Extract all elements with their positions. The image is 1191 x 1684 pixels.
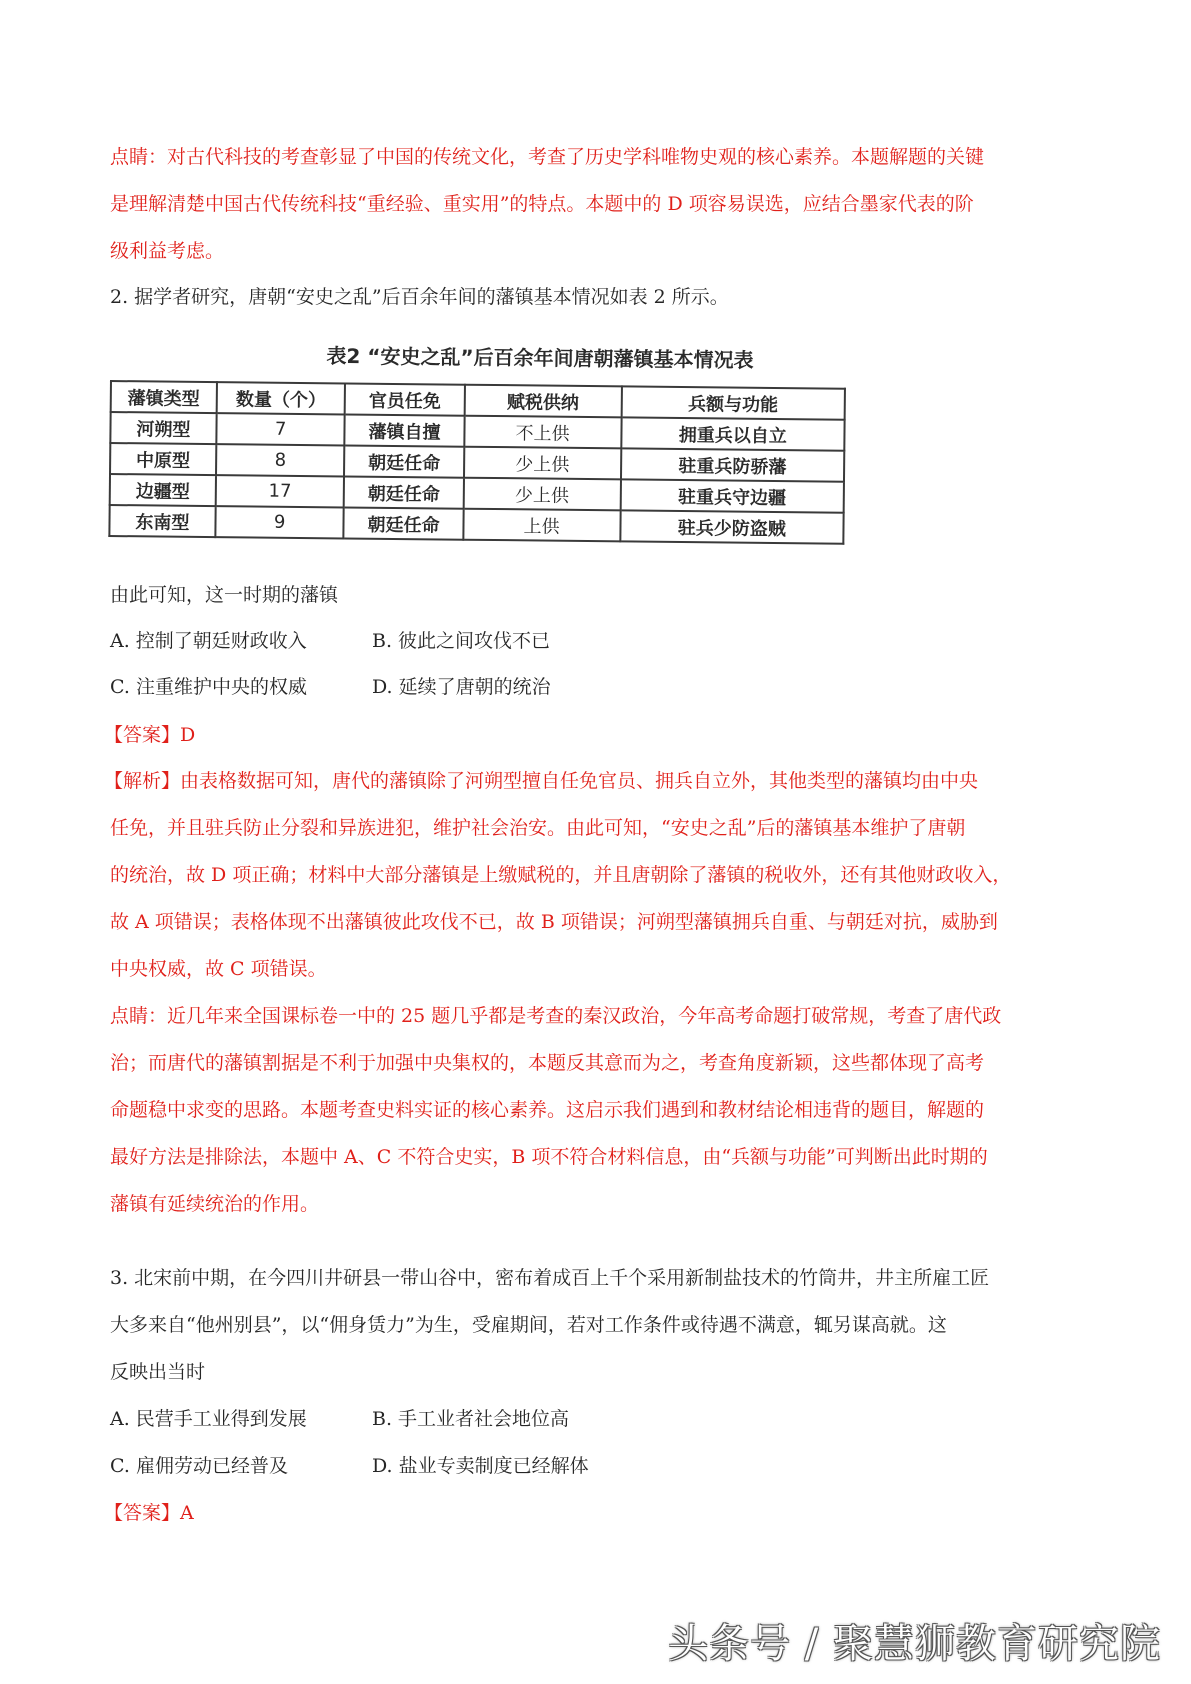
table-cell: 河朔型 — [110, 412, 216, 444]
table-cell: 藩镇自擅 — [345, 414, 464, 446]
q2-tip-line-4: 最好方法是排除法，本题中 A、C 不符合史实，B 项不符合材料信息，由“兵额与功能”可判断出此时期的 — [110, 1146, 988, 1168]
q2-option-b: B. 彼此之间攻伐不已 — [372, 630, 551, 652]
q2-analysis-line-3: 的统治，故 D 项正确；材料中大部分藩镇是上缴赋税的，并且唐朝除了藩镇的税收外，还有其他财政收入， — [110, 864, 1012, 886]
q2-table-caption: 表2 “安史之乱”后百余年间唐朝藩镇基本情况表 — [326, 343, 754, 373]
table-cell: 少上供 — [464, 447, 621, 480]
q2-analysis-line-5: 中央权威，故 C 项错误。 — [110, 958, 327, 980]
table-cell: 朝廷任命 — [344, 507, 463, 539]
table-cell: 8 — [216, 444, 345, 476]
q3-stem-line-1: 3. 北宋前中期，在今四川井研县一带山谷中，密布着成百上千个采用新制盐技术的竹筒井，井主所雇工匠 — [110, 1267, 990, 1289]
q1-tip-line-1: 点睛：对古代科技的考查彰显了中国的传统文化，考查了历史学科唯物史观的核心素养。本题解题的关键 — [110, 146, 985, 168]
table-cell: 东南型 — [109, 505, 215, 537]
q1-tip-line-3: 级利益考虑。 — [110, 240, 225, 262]
q3-option-a: A. 民营手工业得到发展 — [110, 1408, 307, 1430]
q2-option-c: C. 注重维护中央的权威 — [110, 676, 307, 698]
table-cell: 中原型 — [110, 443, 216, 475]
watermark-text: 头条号 / 聚慧狮教育研究院 — [668, 1621, 1161, 1667]
q2-tip-line-2: 治；而唐代的藩镇割据是不利于加强中央集权的，本题反其意而为之，考查角度新颖，这些都体现了高考 — [110, 1052, 985, 1074]
q3-option-c: C. 雇佣劳动已经普及 — [110, 1455, 288, 1477]
table-header-cell: 藩镇类型 — [111, 381, 217, 413]
q3-option-b: B. 手工业者社会地位高 — [372, 1408, 570, 1430]
q2-analysis-line-1: 【解析】由表格数据可知，唐代的藩镇除了河朔型擅自任免官员、拥兵自立外，其他类型的藩镇均由中央 — [104, 770, 979, 792]
q2-table-image — [110, 342, 846, 566]
table-cell: 驻兵少防盗贼 — [620, 510, 844, 543]
q2-option-d: D. 延续了唐朝的统治 — [372, 676, 551, 698]
q2-tip-line-5: 藩镇有延续统治的作用。 — [110, 1193, 320, 1215]
table-header-cell: 兵额与功能 — [621, 386, 845, 419]
table-cell: 9 — [215, 506, 344, 538]
table-header-cell: 数量（个） — [217, 382, 346, 414]
table-cell: 上供 — [463, 509, 620, 542]
table-cell: 17 — [216, 475, 345, 507]
table-cell: 拥重兵以自立 — [621, 417, 845, 450]
table-cell: 少上供 — [463, 478, 620, 511]
table-cell: 驻重兵防骄藩 — [621, 448, 845, 481]
table-cell: 驻重兵守边疆 — [620, 479, 844, 512]
table-cell: 朝廷任命 — [344, 445, 463, 477]
table-cell: 边疆型 — [110, 474, 216, 506]
q2-option-a: A. 控制了朝廷财政收入 — [110, 630, 307, 652]
q2-tip-line-1: 点睛：近几年来全国课标卷一中的 25 题几乎都是考查的秦汉政治，今年高考命题打破常规，考查了唐代政 — [110, 1005, 1002, 1027]
q1-tip-line-2: 是理解清楚中国古代传统科技“重经验、重实用”的特点。本题中的 D 项容易误选，应结合墨家代表的阶 — [110, 193, 974, 215]
q2-table — [108, 380, 846, 545]
q2-analysis-line-4: 故 A 项错误；表格体现不出藩镇彼此攻伐不已，故 B 项错误；河朔型藩镇拥兵自重、与朝廷对抗，威胁到 — [110, 911, 998, 933]
q3-stem-line-2: 大多来自“他州别县”，以“佣身赁力”为生，受雇期间，若对工作条件或待遇不满意，辄另谋高就。这 — [110, 1314, 947, 1336]
q3-stem-line-3: 反映出当时 — [110, 1361, 206, 1383]
q3-answer: 【答案】A — [104, 1502, 194, 1524]
q2-answer: 【答案】D — [104, 724, 196, 746]
q3-option-d: D. 盐业专卖制度已经解体 — [372, 1455, 589, 1477]
q2-analysis-line-2: 任免，并且驻兵防止分裂和异族进犯，维护社会治安。由此可知，“安史之乱”后的藩镇基本维护了唐朝 — [110, 817, 966, 839]
q2-lead: 由此可知，这一时期的藩镇 — [110, 584, 339, 606]
table-cell: 朝廷任命 — [344, 476, 463, 508]
q2-stem: 2. 据学者研究，唐朝“安史之乱”后百余年间的藩镇基本情况如表 2 所示。 — [110, 286, 729, 308]
table-cell: 不上供 — [464, 416, 621, 449]
table-row — [109, 505, 843, 544]
q2-tip-line-3: 命题稳中求变的思路。本题考查史料实证的核心素养。这启示我们遇到和教材结论相违背的题目，解题的 — [110, 1099, 985, 1121]
table-header-cell: 官员任免 — [345, 383, 464, 415]
table-cell: 7 — [216, 413, 345, 445]
table-header-cell: 赋税供纳 — [464, 385, 621, 418]
